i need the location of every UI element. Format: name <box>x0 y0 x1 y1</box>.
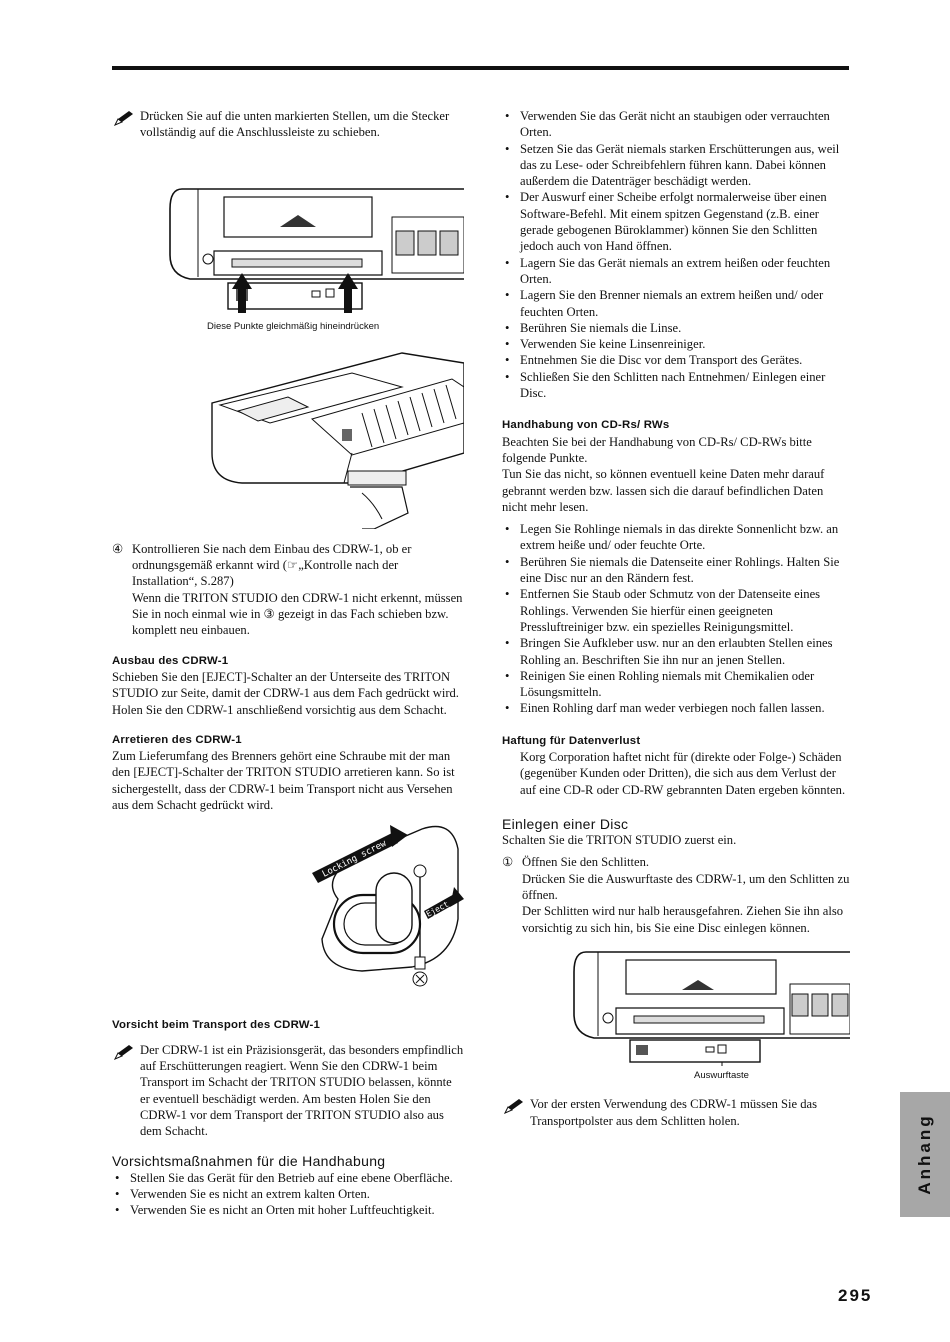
figure-insert-drive <box>112 343 464 529</box>
heading-einlegen: Einlegen einer Disc <box>502 815 629 832</box>
note-text: Vor der ersten Verwendung des CDRW-1 müssen Sie das Transportpolster aus dem Schlitten holen. <box>530 1097 818 1128</box>
step-text-2: Der Schlitten wird nur halb herausgefahren. Ziehen Sie ihn also vorsichtig zu sich hin, bis Sie eine Disc einlegen können. <box>522 904 844 935</box>
note-text: Der CDRW-1 ist ein Präzisionsgerät, das besonders empfindlich auf Erschütterungen reagiert. Wenn Sie den CDRW-1 beim Transport im Schacht der TRITON STUDIO belassen, könnte er eventuell beschädigt werden. Am besten Holen Sie den CDRW-1 vor dem Transport der TRITON STUDIO also aus dem Schacht. <box>140 1042 464 1139</box>
list-item: • Entfernen Sie Staub oder Schmutz von der Datenseite eines Rohlings. Verwenden Sie hierfür einen geeigneten Pressluftreiniger bzw. ein spezielles Reinigungsmittel. <box>502 586 850 635</box>
section-tab <box>900 1092 950 1217</box>
heading-arretieren: Arretieren des CDRW-1 <box>112 733 242 746</box>
list-cdrs <box>502 521 850 717</box>
paragraph-arretieren: Zum Lieferumfang des Brenners gehört eine Schraube mit der man den [EJECT]-Schalter der TRITON STUDIO arretieren kann. So ist sichergestellt, dass der CDRW-1 beim Transport nicht aus Versehen aus dem Schacht gedrückt wird. <box>112 749 455 813</box>
locking-screw-illustration <box>112 819 464 1007</box>
heading-cdrs: Handhabung von CD-Rs/ RWs <box>502 419 670 432</box>
note-transport-padding <box>502 1096 850 1129</box>
heading-vorsicht: Vorsichtsmaßnahmen für die Handhabung <box>112 1153 386 1170</box>
list-item: • Entnehmen Sie die Disc vor dem Transport des Gerätes. <box>502 352 850 368</box>
pencil-note-icon <box>114 1044 134 1060</box>
step-text: Drücken Sie die Auswurftaste des CDRW-1, um den Schlitten zu öffnen. <box>522 871 850 903</box>
list-item: • Schließen Sie den Schlitten nach Entnehmen/ Einlegen einer Disc. <box>502 369 850 402</box>
note-plug-in <box>112 108 464 141</box>
figure-caption: Auswurftaste <box>694 1069 749 1081</box>
figure-eject-button <box>502 944 850 1066</box>
eject-button-illustration <box>502 944 850 1066</box>
paragraph-einlegen: Schalten Sie die TRITON STUDIO zuerst ein. <box>502 833 737 848</box>
list-item: • Verwenden Sie es nicht an extrem kalten Orten. <box>112 1186 464 1202</box>
list-item: • Verwenden Sie keine Linsenreiniger. <box>502 336 850 352</box>
list-item: • Einen Rohling darf man weder verbiegen noch fallen lassen. <box>502 700 850 716</box>
figure-cdrw-slot <box>112 147 464 315</box>
paragraph-ausbau: Schieben Sie den [EJECT]-Schalter an der Unterseite des TRITON STUDIO zur Seite, damit der CDRW-1 aus dem Fach gedrückt wird. Holen Sie den CDRW-1 anschließend vorsichtig aus dem Schacht. <box>112 669 459 717</box>
step-number: ④ <box>112 541 124 556</box>
list-vorsicht <box>112 1170 464 1219</box>
step-number: ① <box>502 855 514 870</box>
paragraph-cdrs-intro: Beachten Sie bei der Handhabung von CD-Rs/ CD-RWs bitte folgende Punkte. <box>502 434 812 465</box>
keyboard-insert-illustration <box>112 343 464 529</box>
step-1 <box>502 854 850 935</box>
list-item: • Berühren Sie niemals die Linse. <box>502 320 850 336</box>
pencil-note-icon <box>114 110 134 126</box>
list-item: • Berühren Sie niemals die Datenseite einer Rohlings. Halten Sie eine Disc nur an den Rändern fest. <box>502 554 850 587</box>
list-item: • Legen Sie Rohlinge niemals in das direkte Sonnenlicht bzw. an extrem heiße und/ oder feuchte Orte. <box>502 521 850 554</box>
figure-locking-screw <box>112 819 464 1007</box>
step-title: Öffnen Sie den Schlitten. <box>522 855 650 870</box>
paragraph-haftung: Korg Corporation haftet nicht für (direkte oder Folge-) Schäden (gegenüber Kunden oder Dritten), die sich aus dem Verlust der auf eine CD-R oder CD-RW gebrannten Daten ergeben könnten. <box>520 749 846 797</box>
list-item: • Reinigen Sie einen Rohling niemals mit Chemikalien oder Lösungsmitteln. <box>502 668 850 701</box>
eject-label: Eject <box>424 899 451 920</box>
list-handling <box>502 108 850 401</box>
list-item: • Verwenden Sie das Gerät nicht an staubigen oder verrauchten Orten. <box>502 108 850 141</box>
section-tab-label: Anhang <box>915 1113 934 1195</box>
heading-ausbau: Ausbau des CDRW-1 <box>112 654 229 667</box>
step-4 <box>112 541 464 639</box>
list-item: • Stellen Sie das Gerät für den Betrieb auf eine ebene Oberfläche. <box>112 1170 464 1186</box>
list-item: • Lagern Sie den Brenner niemals an extrem heißen und/ oder feuchten Orten. <box>502 287 850 320</box>
cdrw-slot-illustration <box>112 147 464 315</box>
paragraph-cdrs-intro-2: Tun Sie das nicht, so können eventuell keine Daten mehr darauf gebrannt werden bzw. lassen sich die darauf befindlichen Daten nicht mehr lesen. <box>502 467 825 514</box>
top-rule <box>112 66 849 70</box>
heading-haftung: Haftung für Datenverlust <box>502 734 641 747</box>
list-item: • Lagern Sie das Gerät niemals an extrem heißen oder feuchten Orten. <box>502 255 850 288</box>
note-transport <box>112 1042 464 1140</box>
step-text: Kontrollieren Sie nach dem Einbau des CDRW-1, ob er ordnungsgemäß erkannt wird (☞„Kontrolle nach der Installation“, S.287) <box>132 541 412 589</box>
figure-caption: Diese Punkte gleichmäßig hineindrücken <box>207 320 380 332</box>
page-number: 295 <box>838 1286 873 1305</box>
step-text-2: Wenn die TRITON STUDIO den CDRW-1 nicht erkennt, müssen Sie in noch einmal wie in ③ gezeigt in das Fach schieben bzw. komplett neu einbauen. <box>132 590 463 638</box>
list-item: • Der Auswurf einer Scheibe erfolgt normalerweise über einen Software-Befehl. Mit einem spitzen Gegenstand (z.B. einer gerade gebogenen Büroklammer) können Sie den Schlitten jedoch auch von Hand öffnen. <box>502 189 850 254</box>
left-column <box>112 108 464 1219</box>
note-text: Drücken Sie auf die unten markierten Stellen, um die Stecker vollständig auf die Anschlussleiste zu schieben. <box>140 109 450 140</box>
list-item: • Verwenden Sie es nicht an Orten mit hoher Luftfeuchtigkeit. <box>112 1202 464 1218</box>
pencil-note-icon <box>504 1098 524 1114</box>
heading-transport: Vorsicht beim Transport des CDRW-1 <box>112 1019 321 1032</box>
right-column <box>502 108 850 1129</box>
list-item: • Setzen Sie das Gerät niemals starken Erschütterungen aus, weil das zu Lese- oder Schreibfehlern führen kann. Dabei können außerdem die Datenträger beschädigt werden. <box>502 141 850 190</box>
list-item: • Bringen Sie Aufkleber usw. nur an den erlaubten Stellen eines Rohling an. Beschriften Sie ihn nur an jenen Stellen. <box>502 635 850 668</box>
locking-screw-label: Locking screw <box>320 839 389 881</box>
